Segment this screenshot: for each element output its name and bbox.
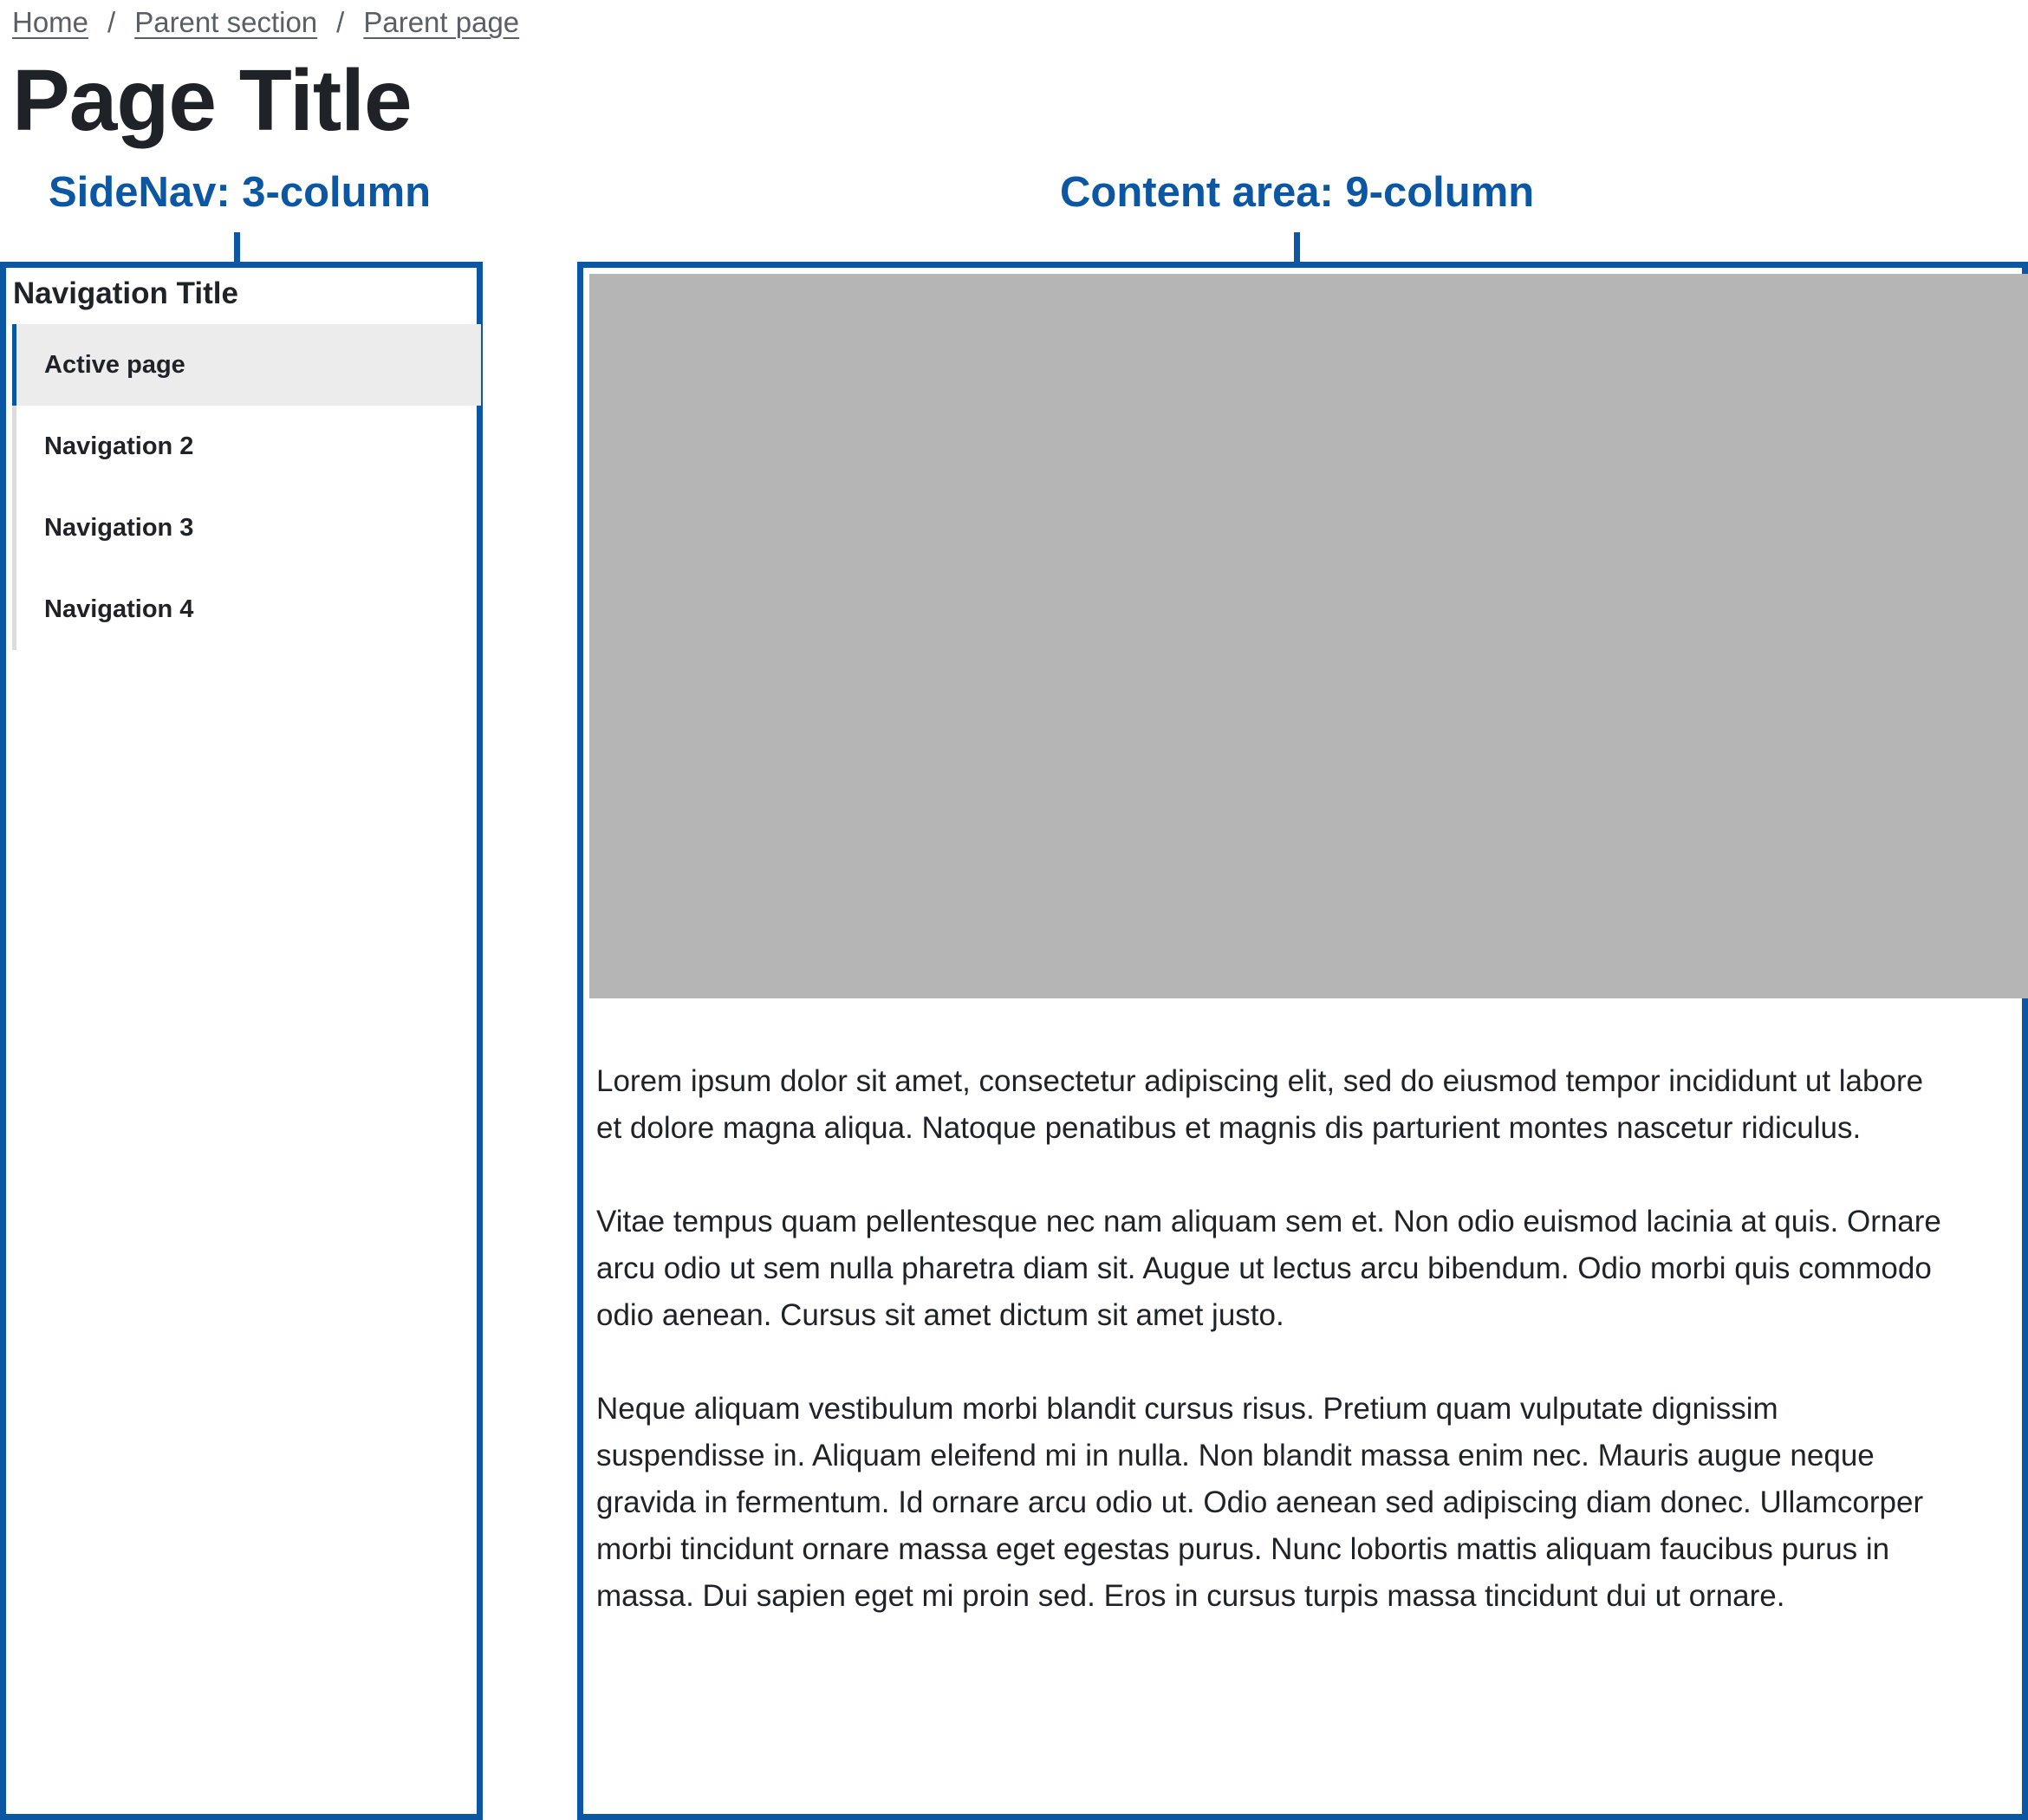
content-body xyxy=(596,1058,1948,1667)
image-placeholder xyxy=(589,274,2028,998)
breadcrumb-link-home[interactable]: Home xyxy=(12,6,89,38)
breadcrumb-separator: / xyxy=(107,6,116,38)
nav-list xyxy=(12,324,481,650)
nav-item-label: Navigation 3 xyxy=(44,513,194,542)
content-paragraph: Lorem ipsum dolor sit amet, consectetur adipiscing elit, sed do eiusmod tempor incididunt ut labore et dolore magna aliqua. Natoque penatibus et magnis dis parturient montes nascetur ridiculus. xyxy=(596,1064,1924,1145)
breadcrumb xyxy=(12,3,519,42)
breadcrumb-separator: / xyxy=(336,6,345,38)
sidenav-annotation-label: SideNav: 3-column xyxy=(49,169,432,216)
nav-item-active-page[interactable] xyxy=(16,324,481,406)
sidenav xyxy=(0,262,483,1820)
breadcrumb-link-parent-section[interactable]: Parent section xyxy=(134,6,318,38)
nav-item-navigation-4[interactable] xyxy=(16,569,481,650)
nav-item-label: Navigation 4 xyxy=(44,595,194,623)
nav-title: Navigation Title xyxy=(13,276,238,310)
breadcrumb-link-parent-page[interactable]: Parent page xyxy=(363,6,520,38)
content-annotation-tick xyxy=(1294,232,1300,265)
page-title: Page Title xyxy=(12,52,412,149)
nav-item-navigation-2[interactable] xyxy=(16,406,481,487)
sidenav-annotation-tick xyxy=(234,232,240,265)
content-area xyxy=(577,262,2028,1820)
content-paragraph: Neque aliquam vestibulum morbi blandit cursus risus. Pretium quam vulputate dignissim suspendisse in. Aliquam eleifend mi in nulla. Non blandit massa enim nec. Mauris augue neque gravida in fermentum. Id ornare arcu odio ut. Odio aenean sed adipiscing diam donec. Ullamcorper morbi tincidunt ornare massa eget egestas purus. Nunc lobortis mattis aliquam faucibus purus in massa. Dui sapien eget mi proin sed. Eros in cursus turpis massa tincidunt dui ut ornare. xyxy=(596,1392,1924,1613)
content-annotation-label: Content area: 9-column xyxy=(1060,169,1535,216)
nav-item-label: Navigation 2 xyxy=(44,432,194,460)
nav-item-navigation-3[interactable] xyxy=(16,487,481,569)
content-paragraph: Vitae tempus quam pellentesque nec nam aliquam sem et. Non odio euismod lacinia at quis. Ornare arcu odio ut sem nulla pharetra diam sit. Augue ut lectus arcu bibendum. Odio morbi quis commodo odio aenean. Cursus sit amet dictum sit amet justo. xyxy=(596,1205,1941,1332)
nav-item-label: Active page xyxy=(44,350,185,379)
